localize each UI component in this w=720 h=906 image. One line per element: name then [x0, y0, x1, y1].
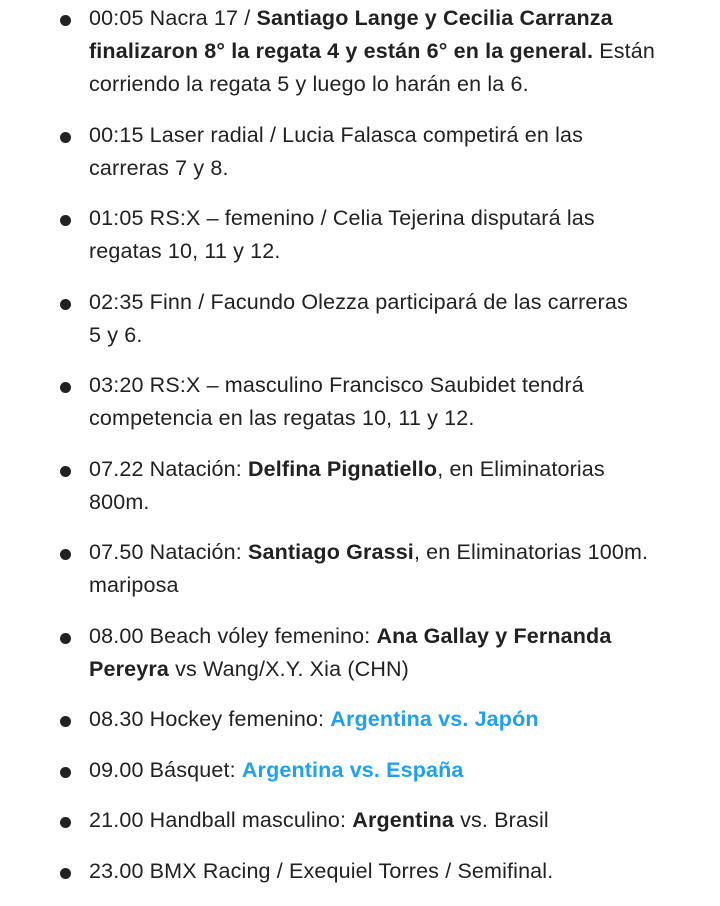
- item-text: [89, 620, 699, 686]
- item-text-plain: vs. Brasil: [453, 808, 549, 832]
- item-text-plain: competencia en las regatas 10, 11 y 12.: [89, 406, 475, 430]
- bullet-icon: [60, 299, 71, 310]
- item-text-plain: 00:15 Laser radial / Lucia Falasca competirá en las: [89, 123, 584, 147]
- bullet-icon: [60, 716, 71, 727]
- bullet-icon: [60, 633, 71, 644]
- athlete-name: Santiago Grassi: [247, 540, 414, 564]
- item-text-plain: , en Eliminatorias 100m.: [413, 540, 649, 564]
- item-text-plain: 00:05 Nacra 17 /: [89, 6, 257, 30]
- item-text: [89, 855, 699, 888]
- item-text-plain: 02:35 Finn / Facundo Olezza participará de las carreras: [89, 290, 628, 314]
- item-text-plain: 07.50 Natación:: [89, 540, 248, 564]
- bullet-icon: [60, 767, 71, 778]
- team-name: Argentina: [352, 808, 454, 832]
- bullet-icon: [60, 868, 71, 879]
- item-text-plain: 09.00 Básquet:: [89, 758, 242, 782]
- item-text: [89, 119, 699, 185]
- item-text-plain: 08.00 Beach vóley femenino:: [89, 624, 377, 648]
- athlete-name: Delfina Pignatiello: [247, 457, 438, 481]
- item-text: [89, 202, 699, 268]
- item-text: [89, 286, 699, 352]
- item-text-plain: 5 y 6.: [89, 323, 143, 347]
- item-text-plain: 800m.: [89, 490, 150, 514]
- bullet-icon: [60, 132, 71, 143]
- item-text-plain: corriendo la regata 5 y luego lo harán en la 6.: [89, 72, 529, 96]
- match-link-hockey[interactable]: Argentina vs. Japón: [330, 707, 539, 731]
- item-text-plain: 23.00 BMX Racing / Exequiel Torres / Semifinal.: [89, 859, 554, 883]
- item-text: [89, 804, 699, 837]
- bullet-icon: [60, 549, 71, 560]
- item-text-plain: 07.22 Natación:: [89, 457, 248, 481]
- item-text-plain: mariposa: [89, 573, 179, 597]
- item-text-plain: 21.00 Handball masculino:: [89, 808, 353, 832]
- item-text: [89, 369, 699, 435]
- bullet-icon: [60, 15, 71, 26]
- bullet-icon: [60, 382, 71, 393]
- item-text-plain: carreras 7 y 8.: [89, 156, 229, 180]
- item-text: [89, 754, 699, 787]
- athlete-name: Ana Gallay y Fernanda: [376, 624, 612, 648]
- item-text-plain: regatas 10, 11 y 12.: [89, 239, 281, 263]
- item-text-plain: , en Eliminatorias: [437, 457, 605, 481]
- athlete-name: Pereyra: [89, 657, 169, 681]
- item-text-bold: finalizaron 8° la regata 4 y están 6° en la general.: [89, 39, 594, 63]
- bullet-icon: [60, 817, 71, 828]
- bullet-icon: [60, 466, 71, 477]
- item-text-plain: 08.30 Hockey femenino:: [89, 707, 331, 731]
- item-text-plain: 01:05 RS:X – femenino / Celia Tejerina disputará las: [89, 206, 595, 230]
- item-text: [89, 2, 699, 101]
- match-link-basquet[interactable]: Argentina vs. España: [241, 758, 464, 782]
- item-text: [89, 453, 699, 519]
- item-text-bold: Santiago Lange y Cecilia Carranza: [256, 6, 613, 30]
- item-text: [89, 703, 699, 736]
- bullet-icon: [60, 215, 71, 226]
- item-text: [89, 536, 699, 602]
- item-text-plain: vs Wang/X.Y. Xia (CHN): [168, 657, 409, 681]
- item-text-plain: 03:20 RS:X – masculino Francisco Saubidet tendrá: [89, 373, 584, 397]
- item-text-plain: Están: [593, 39, 656, 63]
